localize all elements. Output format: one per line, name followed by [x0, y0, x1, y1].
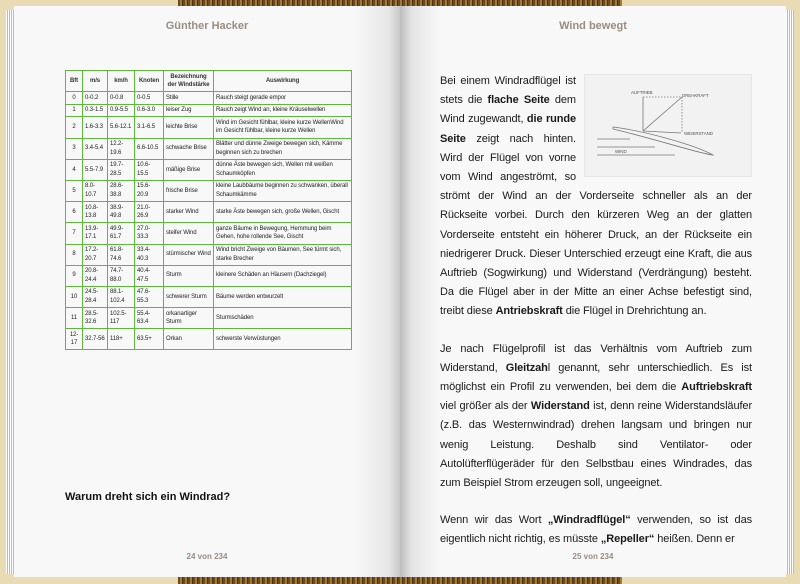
bold-term: Gleitzah: [505, 361, 548, 374]
table-cell: 0.6-3.0: [135, 104, 164, 117]
text-run: dem Wind zugewandt,: [440, 94, 576, 126]
table-cell: Rauch steigt gerade empor: [214, 92, 352, 105]
table-cell: 12-17: [66, 329, 83, 350]
table-cell: steifer Wind: [164, 223, 214, 244]
table-cell: 88.1-102.4: [108, 286, 135, 307]
table-cell: 61.8-74.6: [108, 244, 135, 265]
table-cell: 102.5-117: [108, 308, 135, 329]
table-row: [66, 92, 352, 105]
table-cell: Rauch zeigt Wind an, kleine Kräuselwellen: [214, 104, 352, 117]
table-cell: 24.5-28.4: [83, 286, 108, 307]
table-cell: 3.4-5.4: [83, 138, 108, 159]
table-row: [66, 117, 352, 138]
table-cell: 118+: [108, 329, 135, 350]
table-cell: starker Wind: [164, 202, 214, 223]
page-number: 24 von 234: [186, 552, 228, 561]
table-cell: 33.4-40.3: [135, 244, 164, 265]
bold-term: Auftriebskraft: [681, 381, 752, 394]
table-cell: 13.9-17.1: [83, 223, 108, 244]
table-cell: kleine Laubbäume beginnen zu schwanken, überall Schaumkämme: [214, 180, 352, 201]
table-cell: 0-0.2: [83, 92, 108, 105]
column-header: Auswirkung: [214, 71, 352, 92]
text-run: ist, denn reine Widerstandsläufer (z.B. das Westernwindrad) drehen langsam und bringen nur wenig Leistung. Deshalb sind Ventilator- oder Autolüfterflügeräder für den Selbstbau eines Windrades, das zum Beispiel Strom erzeugen soll, ungeeignet.: [440, 400, 753, 490]
table-cell: Stille: [164, 92, 214, 105]
table-cell: 4: [66, 159, 83, 180]
table-cell: 0.3-1.5: [83, 104, 108, 117]
text-run: zeigt nach hinten. Wird der Flügel von vorne vom Wind angeströmt, so strömt der Wind an der Vorderseite schneller als an der Rückseite vorbei. Durch den kürzeren Weg an der glatten Vorderseite entsteht ein höherer Druck, an der Rückseite ein niedrigerer Druck. Dieser Unterschied erzeugt eine Kraft, die aus Auftrieb (Sogwirkung) und Widerstand (Verdrängung) besteht. Da die Flügel aber in der Mitte an einer Achse befestigt sind, treibt diese: [440, 132, 752, 318]
table-cell: 3: [66, 138, 83, 159]
right-page[interactable]: [400, 6, 786, 577]
table-cell: ganze Bäume in Bewegung, Hemmung beim Gehen, hohe rollende See, Gischt: [214, 223, 352, 244]
table-cell: stürmischer Wind: [164, 244, 214, 265]
table-cell: 10.6-15.5: [135, 159, 164, 180]
table-cell: 8.0-10.7: [83, 180, 108, 201]
rotation-arrow: [643, 97, 682, 131]
table-row: [66, 104, 352, 117]
table-cell: 15.6-20.9: [135, 180, 164, 201]
table-row: [66, 286, 352, 307]
rotation-label: DREHKRAFT: [682, 93, 709, 98]
table-cell: 5.6-12.1: [108, 117, 135, 138]
drag-arrow: [643, 131, 681, 133]
table-cell: Sturmschäden: [214, 308, 352, 329]
page-header-chapter: Wind bewegt: [559, 20, 627, 32]
table-cell: 2: [66, 117, 83, 138]
text-run: heißen. Denn er: [654, 533, 735, 546]
table-cell: 74.7-88.0: [108, 265, 135, 286]
paragraph: [440, 511, 752, 549]
table-cell: Blätter und dünne Zweige bewegen sich, Kämme beginnen sich zu brechen: [214, 138, 352, 159]
table-cell: 1: [66, 104, 83, 117]
table-cell: schwerer Sturm: [164, 286, 214, 307]
table-row: [66, 180, 352, 201]
table-cell: leichte Brise: [164, 117, 214, 138]
bold-term: flache Seite: [487, 94, 550, 107]
table-cell: 38.9-49.8: [108, 202, 135, 223]
text-run: Wenn wir das Wort: [440, 514, 548, 527]
table-cell: 47.6-55.3: [135, 286, 164, 307]
table-cell: 55.4-63.4: [135, 308, 164, 329]
table-cell: Wind im Gesicht fühlbar, kleine kurze WellenWind im Gesicht fühlbar, kleine kurze Wellen: [214, 117, 352, 138]
table-cell: starke Äste bewegen sich, große Wellen, Gischt: [214, 202, 352, 223]
table-cell: 0-0.8: [108, 92, 135, 105]
table-cell: 49.9-61.7: [108, 223, 135, 244]
book-frame-bottom: [178, 577, 622, 584]
paragraph: [440, 340, 752, 494]
table-row: [66, 329, 352, 350]
table-cell: 8: [66, 244, 83, 265]
table-cell: 20.8-24.4: [83, 265, 108, 286]
table-cell: 3.1-6.5: [135, 117, 164, 138]
table-row: [66, 159, 352, 180]
table-cell: 6: [66, 202, 83, 223]
text-run: Je nach Flügelprofil ist das Verhältnis vom Auftrieb zum Widerstand,: [440, 342, 752, 374]
wind-label: WIND: [615, 149, 627, 154]
bold-term: die runde Seite: [440, 113, 576, 145]
text-run: l genannt, sehr unterschiedlich. Es ist möglichst ein Profil zu verwenden, bei dem die: [440, 361, 753, 394]
table-cell: Orkan: [164, 329, 214, 350]
table-header-row: [66, 71, 352, 92]
column-header: Bft: [66, 71, 83, 92]
table-cell: frische Brise: [164, 180, 214, 201]
bold-term: „Windradflügel“: [547, 514, 631, 527]
section-heading: Warum dreht sich ein Windrad?: [65, 491, 231, 503]
table-cell: 5.5-7.9: [83, 159, 108, 180]
table-cell: 9: [66, 265, 83, 286]
table-cell: 17.2-20.7: [83, 244, 108, 265]
text-run: viel größer als der: [440, 400, 531, 413]
table-cell: 10: [66, 286, 83, 307]
text-run: Bei einem Windradflügel ist stets die: [440, 75, 576, 107]
table-cell: 11: [66, 308, 83, 329]
table-row: [66, 138, 352, 159]
table-cell: mäßige Brise: [164, 159, 214, 180]
table-cell: 0.9-5.5: [108, 104, 135, 117]
table-cell: 27.0-33.3: [135, 223, 164, 244]
table-cell: 28.5-32.6: [83, 308, 108, 329]
beaufort-table: [65, 70, 352, 350]
table-row: [66, 244, 352, 265]
table-cell: orkanartiger Sturm: [164, 308, 214, 329]
wing-force-diagram: [584, 74, 752, 177]
lift-label: AUFTRIEB: [631, 90, 653, 95]
table-cell: leiser Zug: [164, 104, 214, 117]
drag-label: WIDERSTAND: [684, 131, 713, 136]
table-row: [66, 223, 352, 244]
table-cell: 63.5+: [135, 329, 164, 350]
table-cell: kleinere Schäden an Häusern (Dachziegel): [214, 265, 352, 286]
table-row: [66, 202, 352, 223]
table-cell: schwerste Verwüstungen: [214, 329, 352, 350]
table-cell: 10.8-13.8: [83, 202, 108, 223]
page-header-author: Günther Hacker: [165, 20, 249, 32]
table-row: [66, 308, 352, 329]
table-cell: 0-0.5: [135, 92, 164, 105]
table-row: [66, 265, 352, 286]
table-cell: Bäume werden entwurzelt: [214, 286, 352, 307]
bold-term: Antriebskraft: [495, 305, 563, 318]
bold-term: Widerstand: [530, 400, 590, 413]
table-cell: 7: [66, 223, 83, 244]
bold-term: „Repeller“: [600, 533, 655, 546]
table-cell: 5: [66, 180, 83, 201]
table-cell: 0: [66, 92, 83, 105]
table-cell: 6.6-10.5: [135, 138, 164, 159]
table-cell: dünne Äste bewegen sich, Wellen mit weißen Schaumköpfen: [214, 159, 352, 180]
table-cell: 40.4-47.5: [135, 265, 164, 286]
text-run: verwenden, so ist das eigentlich nicht richtig, es müsste: [440, 514, 752, 546]
column-header: m/s: [83, 71, 108, 92]
table-cell: Wind bricht Zweige von Bäumen, See türmt sich, starke Brecher: [214, 244, 352, 265]
body-text: [440, 72, 752, 568]
column-header: km/h: [108, 71, 135, 92]
table-cell: 32.7-56: [83, 329, 108, 350]
table-cell: 21.0-26.9: [135, 202, 164, 223]
table-cell: Sturm: [164, 265, 214, 286]
table-cell: schwache Brise: [164, 138, 214, 159]
table-cell: 19.7-28.5: [108, 159, 135, 180]
text-run: die Flügel in Drehrichtung an.: [562, 305, 707, 318]
table-cell: 1.6-3.3: [83, 117, 108, 138]
column-header: Bezeichnung der Windstärke: [164, 71, 214, 92]
column-header: Knoten: [135, 71, 164, 92]
page-number: 25 von 234: [572, 552, 614, 561]
table-cell: 12.2-19.6: [108, 138, 135, 159]
table-cell: 28.6-38.8: [108, 180, 135, 201]
left-page[interactable]: [14, 6, 400, 577]
